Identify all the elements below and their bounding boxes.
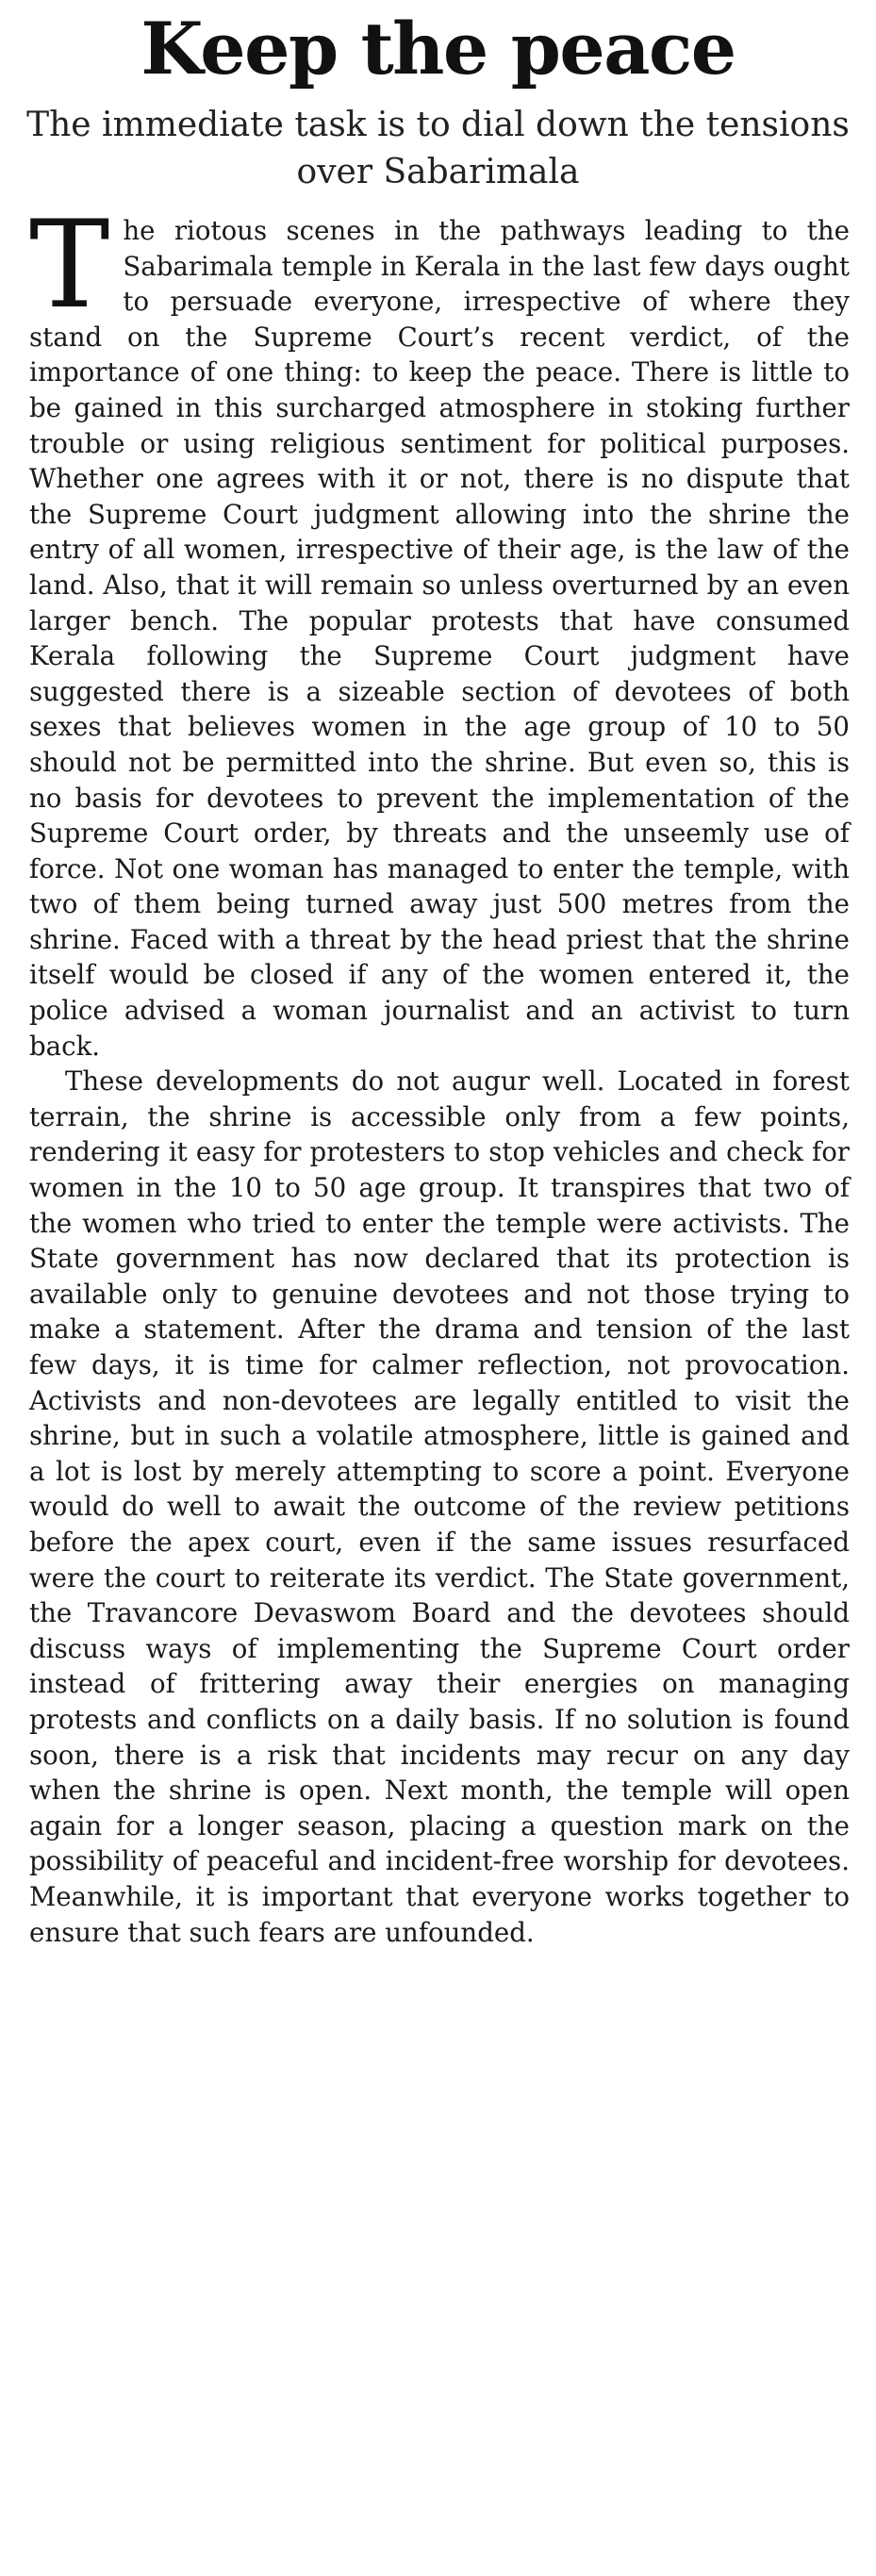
subheadline bbox=[0, 102, 876, 196]
paragraph-1-text: he riotous scenes in the pathways leading to the Sabarimala temple in Kerala in the last few days ought to persuade everyone, irrespective of where they stand on the Supreme Court’s recent verdict, of the importance of one thing: to keep the peace. There is little to be gained in this surcharged atmosphere in stoking further trouble or using religious sentiment for political purposes. Whether one agrees with it or not, there is no dispute that the Supreme Court judgment allowing into the shrine the entry of all women, irrespective of their age, is the law of the land. Also, that it will remain so unless overturned by an even larger bench. The popular protests that have consumed Kerala following the Supreme Court judgment have suggested there is a sizeable section of devotees of both sexes that believes women in the age group of 10 to 50 should not be permitted into the shrine. But even so, this is no basis for devotees to prevent the implementation of the Supreme Court order, by threats and the unseemly use of force. Not one woman has managed to enter the temple, with two of them being turned away just 500 metres from the shrine. Faced with a threat by the head priest that the shrine itself would be closed if any of the women entered it, the police advised a woman journalist and an activist to turn back. bbox=[29, 215, 850, 1062]
article-body bbox=[29, 195, 850, 1950]
headline: Keep the peace bbox=[140, 7, 736, 91]
subheadline-text: The immediate task is to dial down the tensions over Sabarimala bbox=[26, 106, 850, 191]
drop-cap: T bbox=[29, 195, 110, 336]
paragraph-2: These developments do not augur well. Located in forest terrain, the shrine is accessible only from a few points, rendering it easy for protesters to stop vehicles and check for women in the 10 to 50 age group. It transpires that two of the women who tried to enter the temple were activists. The State government has now declared that its protection is available only to genuine devotees and not those trying to make a statement. After the drama and tension of the last few days, it is time for calmer reflection, not provocation. Activists and non-devotees are legally entitled to visit the shrine, but in such a volatile atmosphere, little is gained and a lot is lost by merely attempting to score a point. Everyone would do well to await the outcome of the review petitions before the apex court, even if the same issues resurfaced were the court to reiterate its verdict. The State government, the Travancore Devaswom Board and the devotees should discuss ways of implementing the Supreme Court order instead of frittering away their energies on managing protests and conflicts on a daily basis. If no solution is found soon, there is a risk that incidents may recur on any day when the shrine is open. Next month, the temple will open again for a longer season, placing a question mark on the possibility of peaceful and incident-free worship for devotees. Meanwhile, it is important that everyone works together to ensure that such fears are unfounded. bbox=[29, 1065, 850, 1948]
paragraph-1 bbox=[29, 195, 850, 1064]
